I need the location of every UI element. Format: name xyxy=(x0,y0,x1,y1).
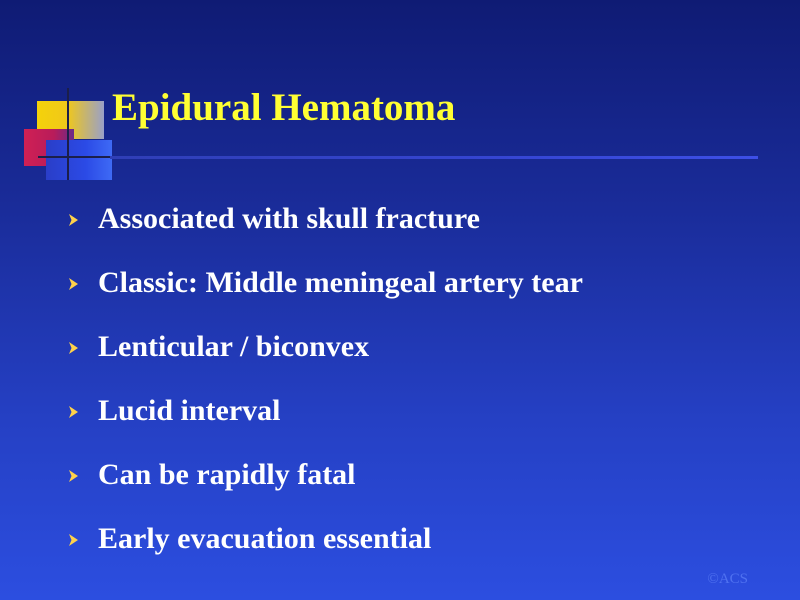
chevron-right-icon xyxy=(68,516,98,563)
list-item xyxy=(68,260,583,324)
chevron-right-icon xyxy=(68,324,98,371)
logo-blue-square xyxy=(46,140,112,180)
list-item xyxy=(68,196,583,260)
decorative-logo xyxy=(0,0,120,190)
slide-title: Epidural Hematoma xyxy=(112,86,456,129)
bullet-text: Lucid interval xyxy=(98,394,281,427)
logo-vertical-line xyxy=(67,88,69,180)
chevron-right-icon xyxy=(68,388,98,435)
bullet-text: Lenticular / biconvex xyxy=(98,330,370,363)
chevron-right-icon xyxy=(68,260,98,307)
bullet-list xyxy=(68,196,583,580)
copyright-text: ©ACS xyxy=(707,571,748,587)
list-item xyxy=(68,388,583,452)
logo-horizontal-line xyxy=(38,156,118,158)
list-item xyxy=(68,324,583,388)
bullet-text: Associated with skull fracture xyxy=(98,202,480,235)
chevron-right-icon xyxy=(68,196,98,243)
list-item xyxy=(68,452,583,516)
chevron-right-icon xyxy=(68,452,98,499)
list-item xyxy=(68,516,583,580)
bullet-text: Classic: Middle meningeal artery tear xyxy=(98,266,583,299)
bullet-text: Early evacuation essential xyxy=(98,522,432,555)
title-underline xyxy=(110,156,758,159)
bullet-text: Can be rapidly fatal xyxy=(98,458,356,491)
